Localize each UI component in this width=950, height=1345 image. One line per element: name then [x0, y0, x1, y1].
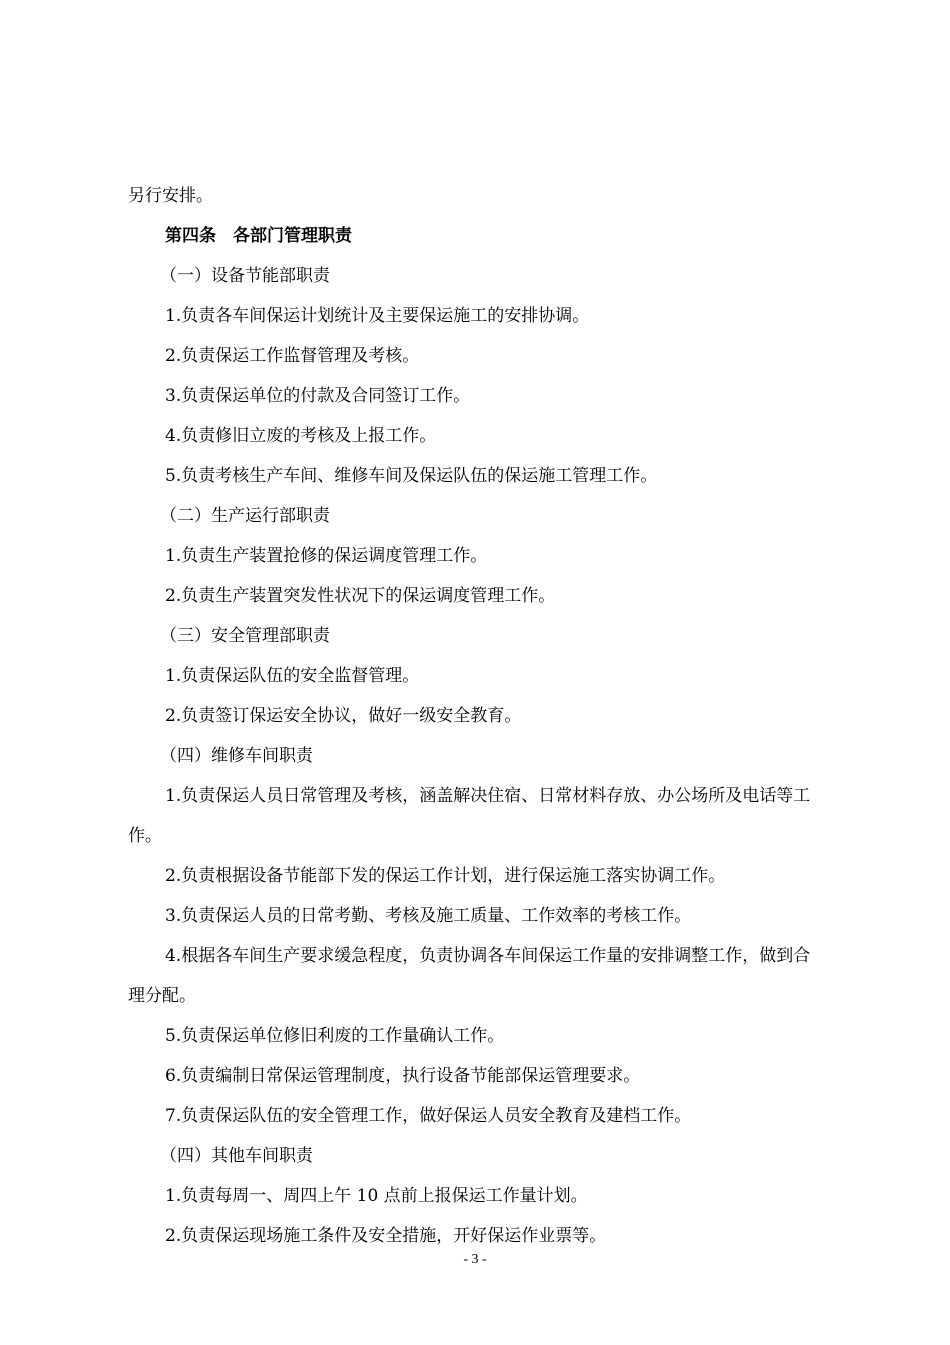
- continuation-line: 另行安排。: [128, 186, 213, 206]
- section-heading: （三）安全管理部职责: [160, 626, 330, 646]
- article-heading: 第四条 各部门管理职责: [165, 226, 352, 246]
- list-item: 6.负责编制日常保运管理制度，执行设备节能部保运管理要求。: [165, 1066, 641, 1086]
- document-body: [0, 176, 950, 1256]
- list-item: 2.负责签订保运安全协议，做好一级安全教育。: [165, 706, 522, 726]
- section-heading: （二）生产运行部职责: [160, 506, 330, 526]
- list-item: 7.负责保运队伍的安全管理工作，做好保运人员安全教育及建档工作。: [165, 1106, 692, 1126]
- section-heading: （四）其他车间职责: [160, 1146, 313, 1166]
- list-item: 3.负责保运人员的日常考勤、考核及施工质量、工作效率的考核工作。: [165, 906, 692, 926]
- list-item: 1.负责生产装置抢修的保运调度管理工作。: [165, 546, 488, 566]
- list-item: 4.根据各车间生产要求缓急程度，负责协调各车间保运工作量的安排调整工作，做到合理分配。: [128, 946, 811, 1006]
- list-item: 2.负责保运现场施工条件及安全措施，开好保运作业票等。: [165, 1226, 607, 1246]
- list-item: 4.负责修旧立废的考核及上报工作。: [165, 426, 437, 446]
- list-item: 1.负责每周一、周四上午 10 点前上报保运工作量计划。: [165, 1186, 588, 1206]
- list-item: 1.负责保运人员日常管理及考核，涵盖解决住宿、日常材料存放、办公场所及电话等工作。: [128, 786, 811, 846]
- list-item: 2.负责保运工作监督管理及考核。: [165, 346, 420, 366]
- list-item: 2.负责生产装置突发性状况下的保运调度管理工作。: [165, 586, 556, 606]
- list-item: 3.负责保运单位的付款及合同签订工作。: [165, 386, 471, 406]
- list-item: 5.负责保运单位修旧利废的工作量确认工作。: [165, 1026, 505, 1046]
- page-number: - 3 -: [463, 1252, 487, 1267]
- list-item: 1.负责保运队伍的安全监督管理。: [165, 666, 420, 686]
- list-item: 1.负责各车间保运计划统计及主要保运施工的安排协调。: [165, 306, 590, 326]
- list-item: 2.负责根据设备节能部下发的保运工作计划，进行保运施工落实协调工作。: [165, 866, 726, 886]
- list-item: 5.负责考核生产车间、维修车间及保运队伍的保运施工管理工作。: [165, 466, 658, 486]
- section-heading: （一）设备节能部职责: [160, 266, 330, 286]
- section-heading: （四）维修车间职责: [160, 746, 313, 766]
